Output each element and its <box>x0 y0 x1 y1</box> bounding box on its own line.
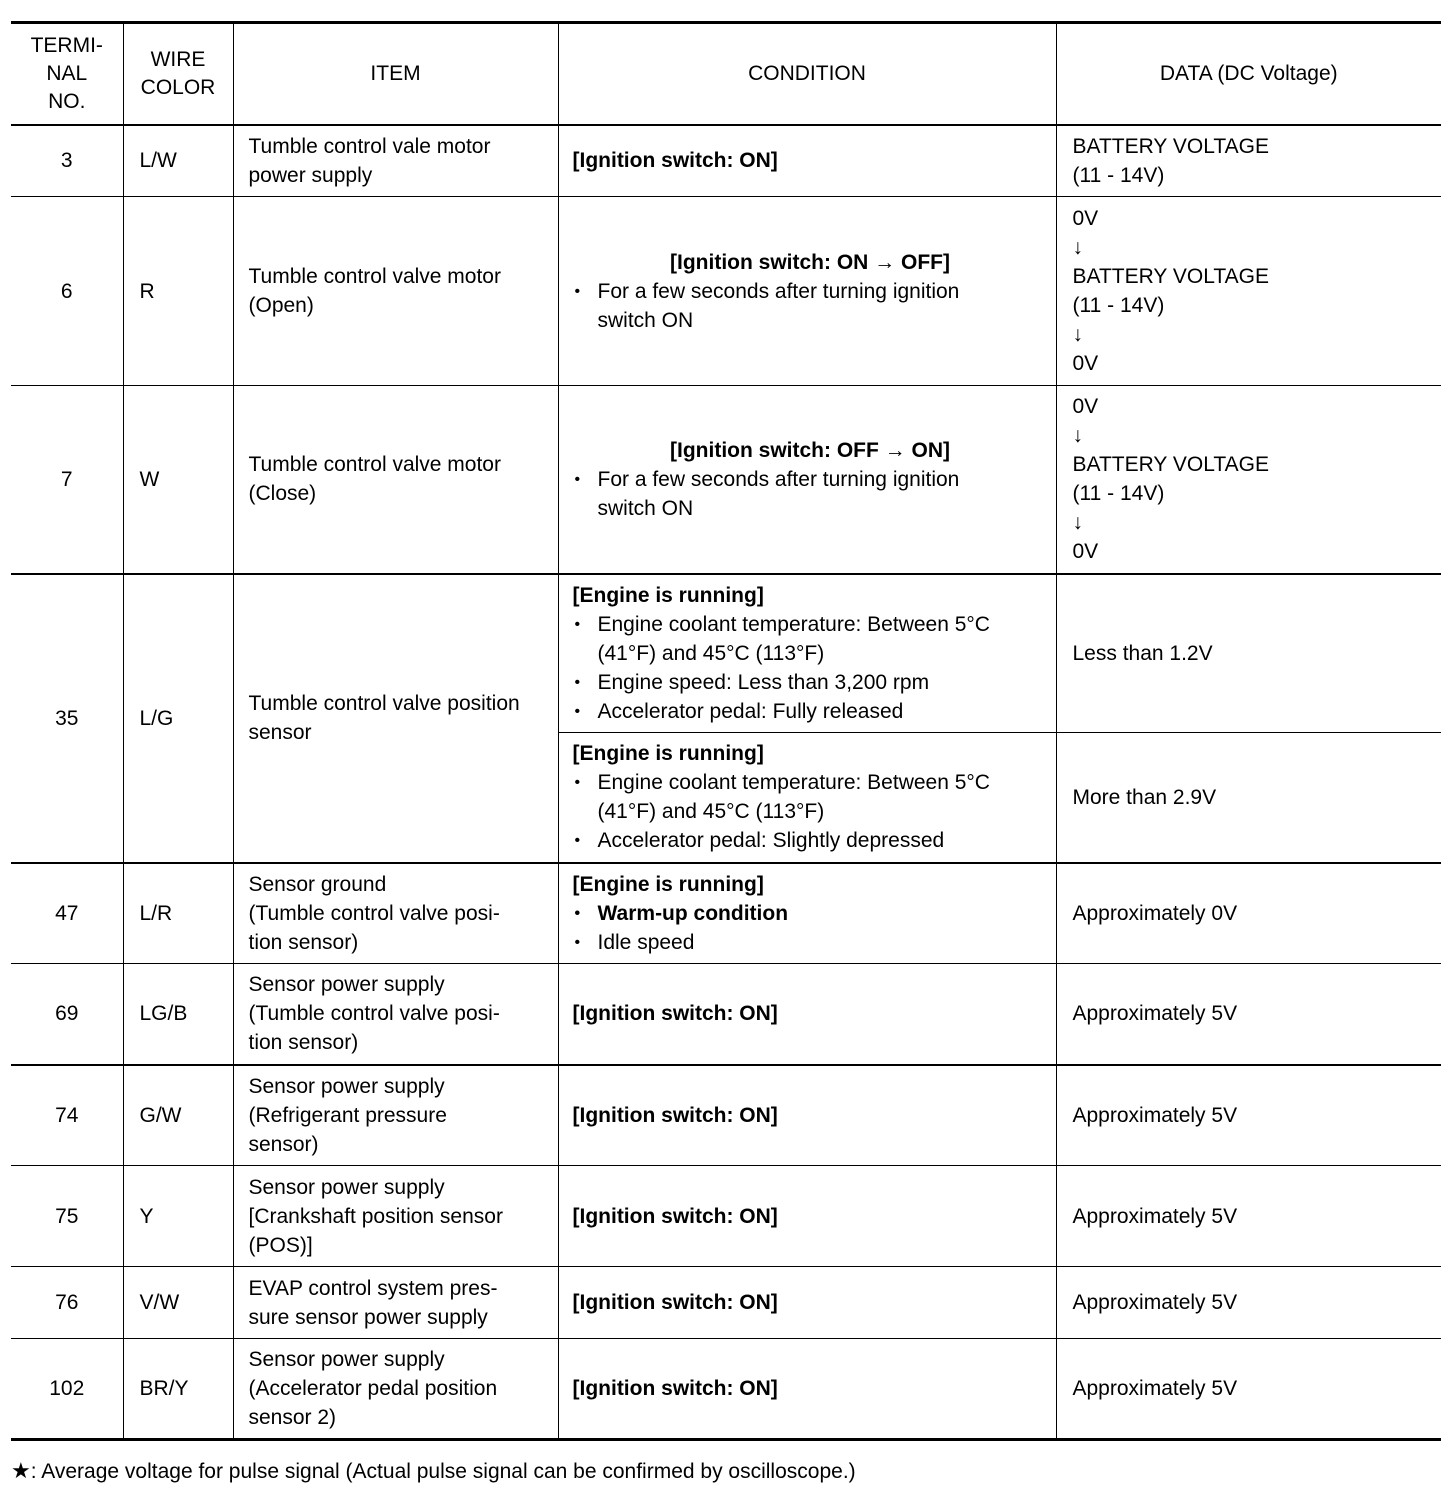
terminal-no: 75 <box>11 1166 123 1267</box>
data-voltage: Approximately 5V <box>1056 964 1441 1065</box>
wire-color: BR/Y <box>123 1339 233 1440</box>
table-row <box>11 1065 1441 1166</box>
wire-color: L/R <box>123 863 233 964</box>
terminal-no: 76 <box>11 1267 123 1339</box>
item-description: Sensor power supply (Accelerator pedal position sensor 2) <box>233 1339 558 1440</box>
header-terminal-no: TERMI- NAL NO. <box>11 23 123 125</box>
terminal-no: 35 <box>11 574 123 863</box>
condition: [Ignition switch: ON] <box>558 1267 1056 1339</box>
condition: [Ignition switch: ON] <box>558 1166 1056 1267</box>
terminal-no: 6 <box>11 197 123 386</box>
condition: [Engine is running] • Engine coolant temperature: Between 5°C (41°F) and 45°C (113°F) • Accelerator pedal: Slightly depressed <box>558 733 1056 863</box>
terminal-no: 69 <box>11 964 123 1065</box>
wire-color: L/W <box>123 125 233 197</box>
terminal-no: 47 <box>11 863 123 964</box>
condition: [Engine is running] • Engine coolant temperature: Between 5°C (41°F) and 45°C (113°F) • Engine speed: Less than 3,200 rpm • Accelerator pedal: Fully released <box>558 574 1056 733</box>
header-wire-color: WIRE COLOR <box>123 23 233 125</box>
data-voltage: Approximately 5V <box>1056 1339 1441 1440</box>
header-item: ITEM <box>233 23 558 125</box>
terminal-no: 74 <box>11 1065 123 1166</box>
table-row <box>11 863 1441 964</box>
table-row <box>11 964 1441 1065</box>
header-row <box>11 23 1441 125</box>
data-voltage: Approximately 5V <box>1056 1065 1441 1166</box>
item-description: Sensor ground (Tumble control valve posi- tion sensor) <box>233 863 558 964</box>
wire-color: Y <box>123 1166 233 1267</box>
table-row <box>11 574 1441 733</box>
item-description: Sensor power supply (Tumble control valve posi- tion sensor) <box>233 964 558 1065</box>
data-voltage: BATTERY VOLTAGE (11 - 14V) <box>1056 125 1441 197</box>
data-voltage: Approximately 0V <box>1056 863 1441 964</box>
item-description: Tumble control vale motor power supply <box>233 125 558 197</box>
wire-color: L/G <box>123 574 233 863</box>
data-voltage: More than 2.9V <box>1056 733 1441 863</box>
condition: [Ignition switch: ON] <box>558 125 1056 197</box>
item-description: Tumble control valve motor (Close) <box>233 386 558 574</box>
data-voltage: Approximately 5V <box>1056 1166 1441 1267</box>
item-description: EVAP control system pres- sure sensor power supply <box>233 1267 558 1339</box>
down-arrow-icon: ↓ <box>1072 424 1083 448</box>
header-condition: CONDITION <box>558 23 1056 125</box>
table-row <box>11 1166 1441 1267</box>
condition: [Ignition switch: ON] <box>558 964 1056 1065</box>
item-description: Sensor power supply [Crankshaft position sensor (POS)] <box>233 1166 558 1267</box>
terminal-no: 3 <box>11 125 123 197</box>
condition: [Ignition switch: ON] <box>558 1065 1056 1166</box>
table-row <box>11 1267 1441 1339</box>
wire-color: W <box>123 386 233 574</box>
wire-color: V/W <box>123 1267 233 1339</box>
data-voltage: Approximately 5V <box>1056 1267 1441 1339</box>
down-arrow-icon: ↓ <box>1072 511 1083 535</box>
header-data: DATA (DC Voltage) <box>1056 23 1441 125</box>
star-icon: ★ <box>11 1458 31 1483</box>
footnote <box>11 1456 856 1486</box>
item-description: Tumble control valve position sensor <box>233 574 558 863</box>
table-row <box>11 1339 1441 1440</box>
down-arrow-icon: ↓ <box>1072 323 1083 346</box>
down-arrow-icon: ↓ <box>1072 236 1083 259</box>
condition: [Engine is running] • Warm-up condition • Idle speed <box>558 863 1056 964</box>
data-voltage: 0V ↓ BATTERY VOLTAGE (11 - 14V) ↓ 0V <box>1056 197 1441 386</box>
footnote-text: : Average voltage for pulse signal (Actual pulse signal can be confirmed by oscilloscope.) <box>30 1460 856 1483</box>
item-description: Tumble control valve motor (Open) <box>233 197 558 386</box>
table-row <box>11 125 1441 197</box>
condition: [Ignition switch: ON] <box>558 1339 1056 1440</box>
terminal-no: 102 <box>11 1339 123 1440</box>
terminal-data-table <box>11 21 1441 1441</box>
wire-color: R <box>123 197 233 386</box>
wire-color: G/W <box>123 1065 233 1166</box>
table-row <box>11 197 1441 386</box>
table-row <box>11 386 1441 574</box>
wire-color: LG/B <box>123 964 233 1065</box>
terminal-no: 7 <box>11 386 123 574</box>
condition: [Ignition switch: ON → OFF] • For a few seconds after turning ignition switch ON <box>558 197 1056 386</box>
data-voltage: Less than 1.2V <box>1056 574 1441 733</box>
condition: [Ignition switch: OFF → ON] • For a few seconds after turning ignition switch ON <box>558 386 1056 574</box>
item-description: Sensor power supply (Refrigerant pressure sensor) <box>233 1065 558 1166</box>
data-voltage: 0V ↓ BATTERY VOLTAGE (11 - 14V) ↓ 0V <box>1056 386 1441 574</box>
